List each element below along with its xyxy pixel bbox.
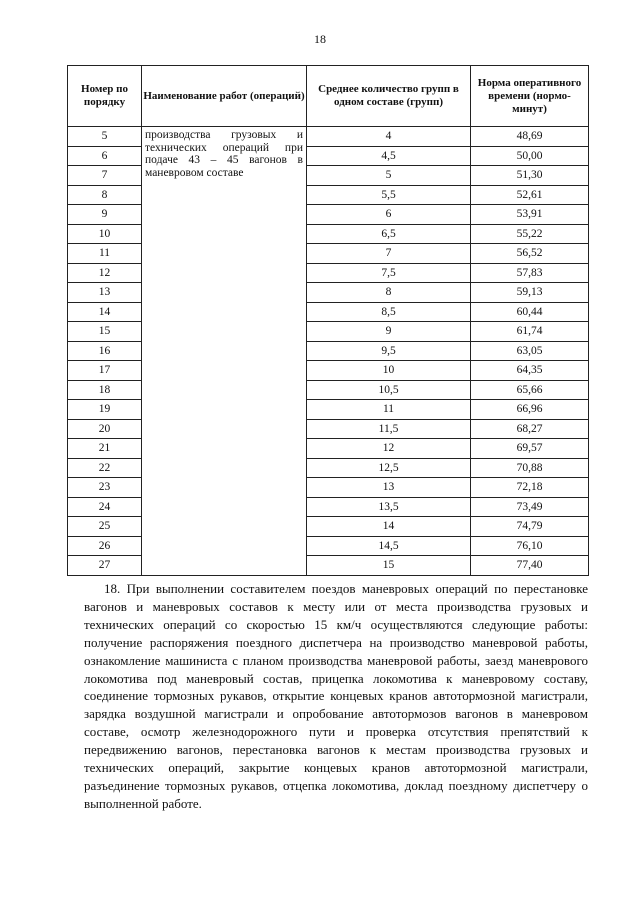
row-norm-time: 68,27 xyxy=(471,419,589,439)
row-avg-groups: 12,5 xyxy=(307,458,471,478)
row-number: 8 xyxy=(68,185,142,205)
row-norm-time: 53,91 xyxy=(471,205,589,225)
table-row xyxy=(68,127,589,147)
row-norm-time: 66,96 xyxy=(471,400,589,420)
row-avg-groups: 14 xyxy=(307,517,471,537)
table-header-row xyxy=(68,66,589,127)
row-norm-time: 55,22 xyxy=(471,224,589,244)
row-avg-groups: 11 xyxy=(307,400,471,420)
row-avg-groups: 7 xyxy=(307,244,471,264)
row-norm-time: 59,13 xyxy=(471,283,589,303)
row-number: 23 xyxy=(68,478,142,498)
row-norm-time: 48,69 xyxy=(471,127,589,147)
row-norm-time: 51,30 xyxy=(471,166,589,186)
row-number: 19 xyxy=(68,400,142,420)
row-norm-time: 69,57 xyxy=(471,439,589,459)
row-norm-time: 73,49 xyxy=(471,497,589,517)
row-norm-time: 72,18 xyxy=(471,478,589,498)
row-avg-groups: 9,5 xyxy=(307,341,471,361)
row-avg-groups: 14,5 xyxy=(307,536,471,556)
row-number: 26 xyxy=(68,536,142,556)
row-avg-groups: 5,5 xyxy=(307,185,471,205)
row-avg-groups: 5 xyxy=(307,166,471,186)
row-avg-groups: 8 xyxy=(307,283,471,303)
row-avg-groups: 9 xyxy=(307,322,471,342)
row-avg-groups: 7,5 xyxy=(307,263,471,283)
row-avg-groups: 8,5 xyxy=(307,302,471,322)
row-number: 13 xyxy=(68,283,142,303)
row-avg-groups: 13,5 xyxy=(307,497,471,517)
row-avg-groups: 4 xyxy=(307,127,471,147)
row-number: 27 xyxy=(68,556,142,576)
row-avg-groups: 6,5 xyxy=(307,224,471,244)
row-norm-time: 64,35 xyxy=(471,361,589,381)
row-number: 21 xyxy=(68,439,142,459)
header-work-name: Наименование работ (операций) xyxy=(142,66,307,127)
row-number: 9 xyxy=(68,205,142,225)
row-norm-time: 63,05 xyxy=(471,341,589,361)
row-norm-time: 76,10 xyxy=(471,536,589,556)
header-number: Номер по порядку xyxy=(68,66,142,127)
row-number: 7 xyxy=(68,166,142,186)
row-number: 17 xyxy=(68,361,142,381)
row-number: 11 xyxy=(68,244,142,264)
row-number: 16 xyxy=(68,341,142,361)
row-number: 20 xyxy=(68,419,142,439)
row-avg-groups: 10,5 xyxy=(307,380,471,400)
header-avg-groups: Среднее количество групп в одном составе (групп) xyxy=(307,66,471,127)
row-avg-groups: 15 xyxy=(307,556,471,576)
row-norm-time: 70,88 xyxy=(471,458,589,478)
row-norm-time: 57,83 xyxy=(471,263,589,283)
table-body xyxy=(68,127,589,576)
row-number: 15 xyxy=(68,322,142,342)
page-number: 18 xyxy=(314,32,326,46)
row-norm-time: 60,44 xyxy=(471,302,589,322)
paragraph-18: 18. При выполнении составителем поездов маневровых операций по перестановке вагонов и маневровых составов к месту или от места производства грузовых и технических операций со скоростью 15 км/ч осуществляются следующие работы: получение распоряжения поездного диспетчера на производство маневровой работы, ознакомление машиниста с планом производства маневровой работы, заезд маневрового локомотива под маневровый состав, прицепка локомотива к маневровому составу, соединение тормозных рукавов, открытие концевых кранов автотормозной магистрали, зарядка воздушной магистрали и опробование автотормозов вагонов в маневровом составе, осмотр железнодорожного пути и проверка отсутствия препятствий к передвижению вагонов, перестановка вагонов к местам производства грузовых и технических операций, закрытие концевых кранов автотормозной магистрали, разъединение тормозных рукавов, отцепка локомотива, доклад поездному диспетчеру о выполненной работе. xyxy=(84,581,588,811)
row-norm-time: 50,00 xyxy=(471,146,589,166)
row-number: 14 xyxy=(68,302,142,322)
row-norm-time: 65,66 xyxy=(471,380,589,400)
row-avg-groups: 10 xyxy=(307,361,471,381)
work-name-cell: производства грузовых и технических операций при подаче 43 – 45 вагонов в маневровом составе xyxy=(142,127,307,576)
row-number: 6 xyxy=(68,146,142,166)
row-norm-time: 56,52 xyxy=(471,244,589,264)
row-number: 12 xyxy=(68,263,142,283)
row-number: 24 xyxy=(68,497,142,517)
header-norm-time: Норма оперативного времени (нормо-минут) xyxy=(471,66,589,127)
row-avg-groups: 6 xyxy=(307,205,471,225)
row-number: 18 xyxy=(68,380,142,400)
row-avg-groups: 13 xyxy=(307,478,471,498)
row-number: 25 xyxy=(68,517,142,537)
row-avg-groups: 11,5 xyxy=(307,419,471,439)
row-avg-groups: 12 xyxy=(307,439,471,459)
row-norm-time: 77,40 xyxy=(471,556,589,576)
row-number: 5 xyxy=(68,127,142,147)
row-norm-time: 52,61 xyxy=(471,185,589,205)
row-norm-time: 61,74 xyxy=(471,322,589,342)
row-number: 10 xyxy=(68,224,142,244)
norms-table xyxy=(67,65,589,576)
row-avg-groups: 4,5 xyxy=(307,146,471,166)
row-norm-time: 74,79 xyxy=(471,517,589,537)
row-number: 22 xyxy=(68,458,142,478)
